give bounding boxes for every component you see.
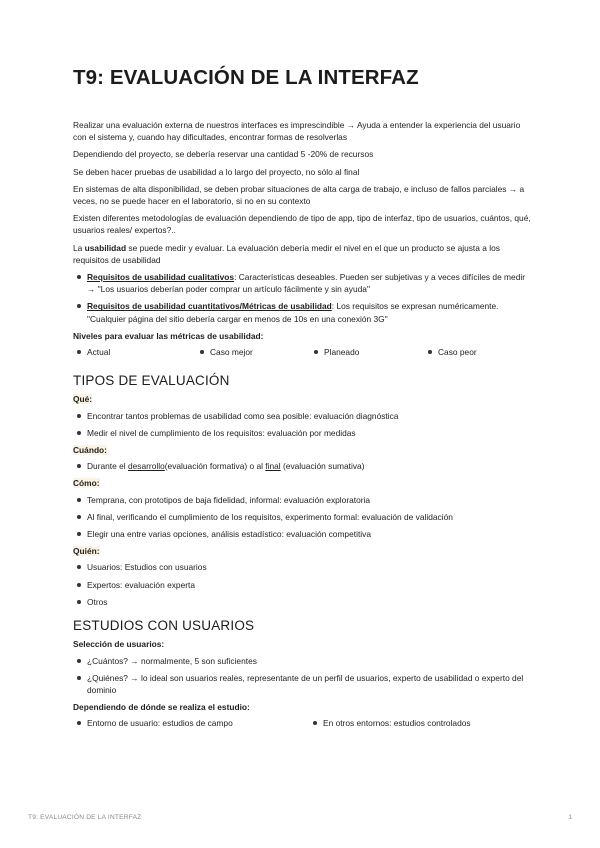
intro-paragraph: Realizar una evaluación externa de nuestros interfaces es imprescindible → Ayuda a entender la experiencia del usuario con el sistema y, cuando hay dificultades, encontrar formas de resolverlas bbox=[73, 120, 521, 143]
list-item: Requisitos de usabilidad cuantitativos/Métricas de usabilidad: Los requisitos se expresan numéricamente. "Cualquier página del sitio debería cargar en menos de 10s en una conexión 3G" bbox=[73, 300, 533, 324]
page-title: T9: EVALUACIÓN DE LA INTERFAZ bbox=[73, 66, 419, 89]
list-item: Expertos: evaluación experta bbox=[73, 579, 533, 591]
list-item: Caso peor bbox=[424, 346, 538, 358]
availability-paragraph: En sistemas de alta disponibilidad, se deben probar situaciones de alta carga de trabajo, e incluso de fallos parciales → a veces, no se puede hacer en el laboratorio, si no en su contexto bbox=[73, 183, 525, 207]
list-item: Durante el desarrollo(evaluación formativa) o al final (evaluación sumativa) bbox=[73, 460, 533, 472]
document-body bbox=[73, 119, 533, 740]
como-list bbox=[73, 494, 533, 541]
levels-label: Niveles para evaluar las métricas de usabilidad: bbox=[73, 330, 264, 341]
quien-label: Quién: bbox=[73, 546, 100, 557]
list-item: En otros entornos: estudios controlados bbox=[309, 717, 553, 729]
final-term: final bbox=[265, 461, 281, 472]
list-item: Encontrar tantos problemas de usabilidad como sea posible: evaluación diagnóstica bbox=[73, 410, 533, 422]
list-item: Requisitos de usabilidad cualitativos: Características deseables. Pueden ser subjetivas y a veces difíciles de medir → "Los usuarios deberían poder comprar un artículo fácilmente y sin ayuda" bbox=[73, 271, 533, 295]
list-item: Otros bbox=[73, 596, 533, 608]
requirements-list bbox=[73, 271, 533, 325]
page-number: 1 bbox=[568, 814, 572, 821]
list-item: Actual bbox=[73, 346, 196, 358]
usability-paragraph: La usabilidad se puede medir y evaluar. La evaluación debería medir el nivel en el que un producto se ajusta a los requisitos de usabilidad bbox=[73, 242, 500, 265]
que-label: Qué: bbox=[73, 394, 93, 405]
que-list bbox=[73, 410, 533, 439]
list-item: Elegir una entre varias opciones, análisis estadístico: evaluación competitiva bbox=[73, 528, 533, 540]
requirement-term: Requisitos de usabilidad cualitativos bbox=[87, 272, 235, 283]
seleccion-label: Selección de usuarios: bbox=[73, 639, 165, 650]
donde-label: Dependiendo de dónde se realiza el estudio: bbox=[73, 702, 250, 713]
section-heading-estudios: ESTUDIOS CON USUARIOS bbox=[73, 618, 255, 634]
desarrollo-term: desarrollo bbox=[127, 461, 165, 472]
testing-paragraph: Se deben hacer pruebas de usabilidad a lo largo del proyecto, no sólo al final bbox=[73, 166, 360, 177]
list-item: Entorno de usuario: estudios de campo bbox=[73, 717, 309, 729]
section-heading-tipos: TIPOS DE EVALUACIÓN bbox=[73, 373, 230, 389]
quien-list bbox=[73, 561, 533, 608]
usability-term: usabilidad bbox=[84, 242, 127, 253]
methodologies-paragraph: Existen diferentes metodologías de evaluación dependiendo de tipo de app, tipo de interfaz, tipo de usuarios, cuántos, qué, usuarios reales/ expertos?.. bbox=[73, 213, 531, 236]
list-item: Usuarios: Estudios con usuarios bbox=[73, 561, 533, 573]
list-item: Temprana, con prototipos de baja fidelidad, informal: evaluación exploratoria bbox=[73, 494, 533, 506]
donde-list bbox=[73, 717, 533, 734]
resources-paragraph: Dependiendo del proyecto, se debería reservar una cantidad 5 -20% de recursos bbox=[73, 149, 374, 160]
requirement-term: Requisitos de usabilidad cuantitativos/Métricas de usabilidad bbox=[87, 301, 332, 312]
list-item: Medir el nivel de cumplimiento de los requisitos: evaluación por medidas bbox=[73, 427, 533, 439]
seleccion-list bbox=[73, 655, 533, 697]
list-item: ¿Quiénes? → lo ideal son usuarios reales, representante de un perfil de usuarios, experto de usabilidad o experto del dominio bbox=[73, 672, 533, 696]
list-item: ¿Cuántos? → normalmente, 5 son suficientes bbox=[73, 655, 533, 667]
cuando-list bbox=[73, 460, 533, 472]
list-item: Caso mejor bbox=[196, 346, 310, 358]
list-item: Planeado bbox=[310, 346, 424, 358]
list-item: Al final, verificando el cumplimiento de los requisitos, experimento formal: evaluación de validación bbox=[73, 511, 533, 523]
como-label: Cómo: bbox=[73, 478, 100, 489]
page-footer: T9: EVALUACIÓN DE LA INTERFAZ bbox=[28, 814, 142, 821]
cuando-label: Cuándo: bbox=[73, 445, 107, 456]
levels-list bbox=[73, 346, 533, 363]
